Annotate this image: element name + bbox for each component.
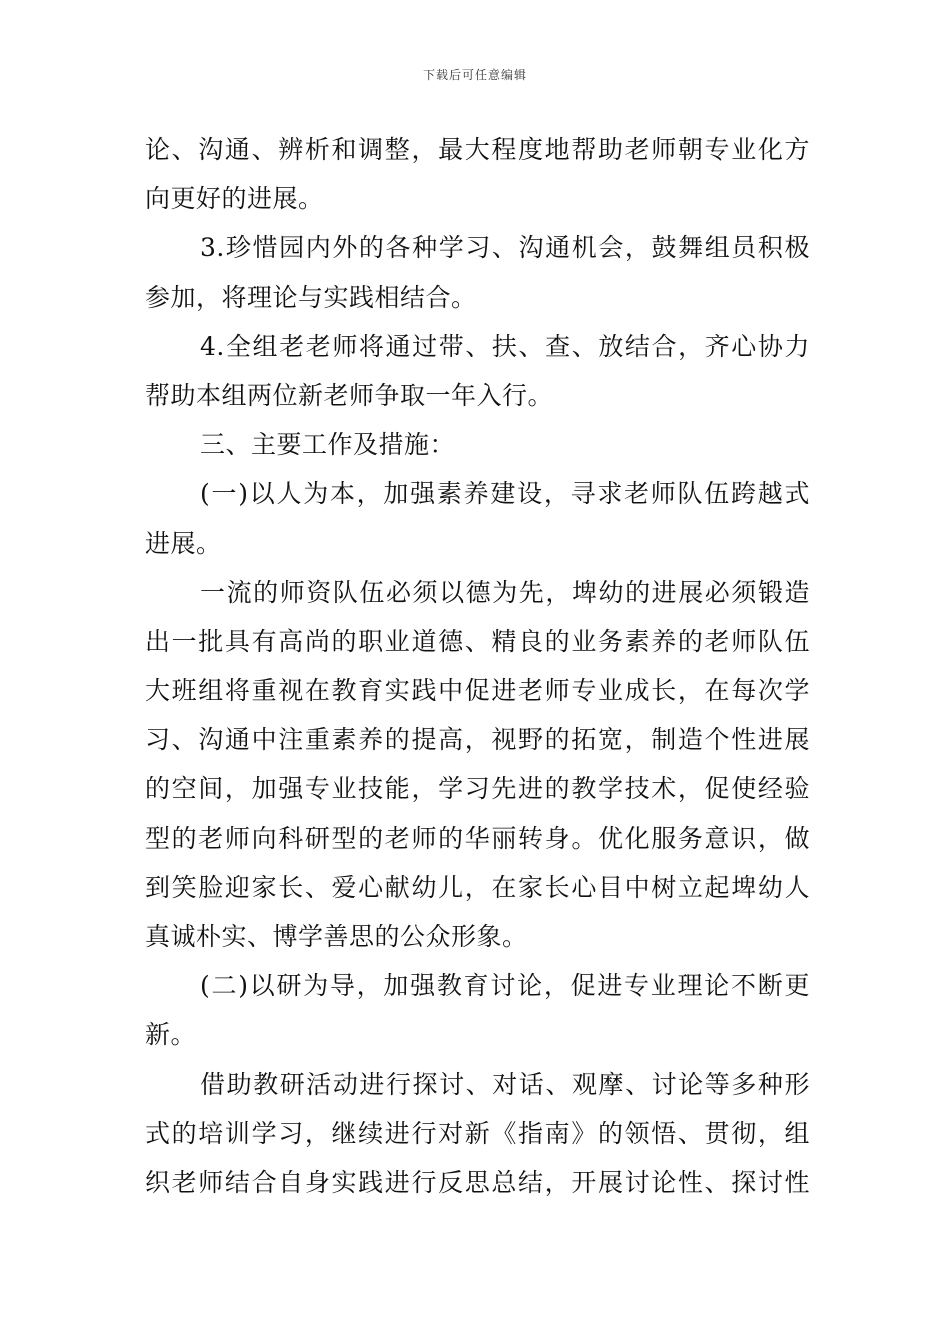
text-line: (二)以研为导，加强教育讨论，促进专业理论不断更 bbox=[200, 971, 810, 1001]
text-line: 到笑脸迎家长、爱心献幼儿，在家长心目中树立起埤幼人 bbox=[145, 872, 810, 902]
text-line: 大班组将重视在教育实践中促进老师专业成长，在每次学 bbox=[145, 676, 810, 706]
text-line: 式的培训学习，继续进行对新《指南》的领悟、贯彻，组 bbox=[145, 1118, 810, 1148]
document-body bbox=[145, 125, 810, 1207]
text-line: 三、主要工作及措施： bbox=[200, 430, 456, 460]
page-header: 下载后可任意编辑 bbox=[422, 68, 527, 82]
text-line: 真诚朴实、博学善思的公众形象。 bbox=[145, 922, 528, 951]
text-line: 3.珍惜园内外的各种学习、沟通机会，鼓舞组员积极 bbox=[200, 233, 810, 263]
text-line: 出一批具有高尚的职业道德、精良的业务素养的老师队伍 bbox=[145, 626, 810, 656]
text-line: 一流的师资队伍必须以德为先，埤幼的进展必须锻造 bbox=[200, 577, 810, 607]
text-line: 习、沟通中注重素养的提高，视野的拓宽，制造个性进展 bbox=[145, 725, 810, 755]
text-line: 进展。 bbox=[145, 528, 222, 558]
text-line: 4.全组老老师将通过带、扶、查、放结合，齐心协力 bbox=[200, 331, 810, 361]
text-line: (一)以人为本，加强素养建设，寻求老师队伍跨越式 bbox=[200, 479, 810, 509]
text-line: 帮助本组两位新老师争取一年入行。 bbox=[145, 380, 554, 410]
text-line: 论、沟通、辨析和调整，最大程度地帮助老师朝专业化方 bbox=[145, 135, 810, 164]
text-line: 织老师结合自身实践进行反思总结，开展讨论性、探讨性 bbox=[145, 1167, 810, 1197]
text-line: 借助教研活动进行探讨、对话、观摩、讨论等多种形 bbox=[200, 1069, 810, 1099]
text-line: 的空间，加强专业技能，学习先进的教学技术，促使经验 bbox=[145, 774, 810, 804]
text-line: 型的老师向科研型的老师的华丽转身。优化服务意识，做 bbox=[145, 823, 810, 853]
text-line: 新。 bbox=[145, 1020, 197, 1050]
text-line: 向更好的进展。 bbox=[145, 184, 324, 214]
text-line: 参加，将理论与实践相结合。 bbox=[145, 282, 477, 312]
